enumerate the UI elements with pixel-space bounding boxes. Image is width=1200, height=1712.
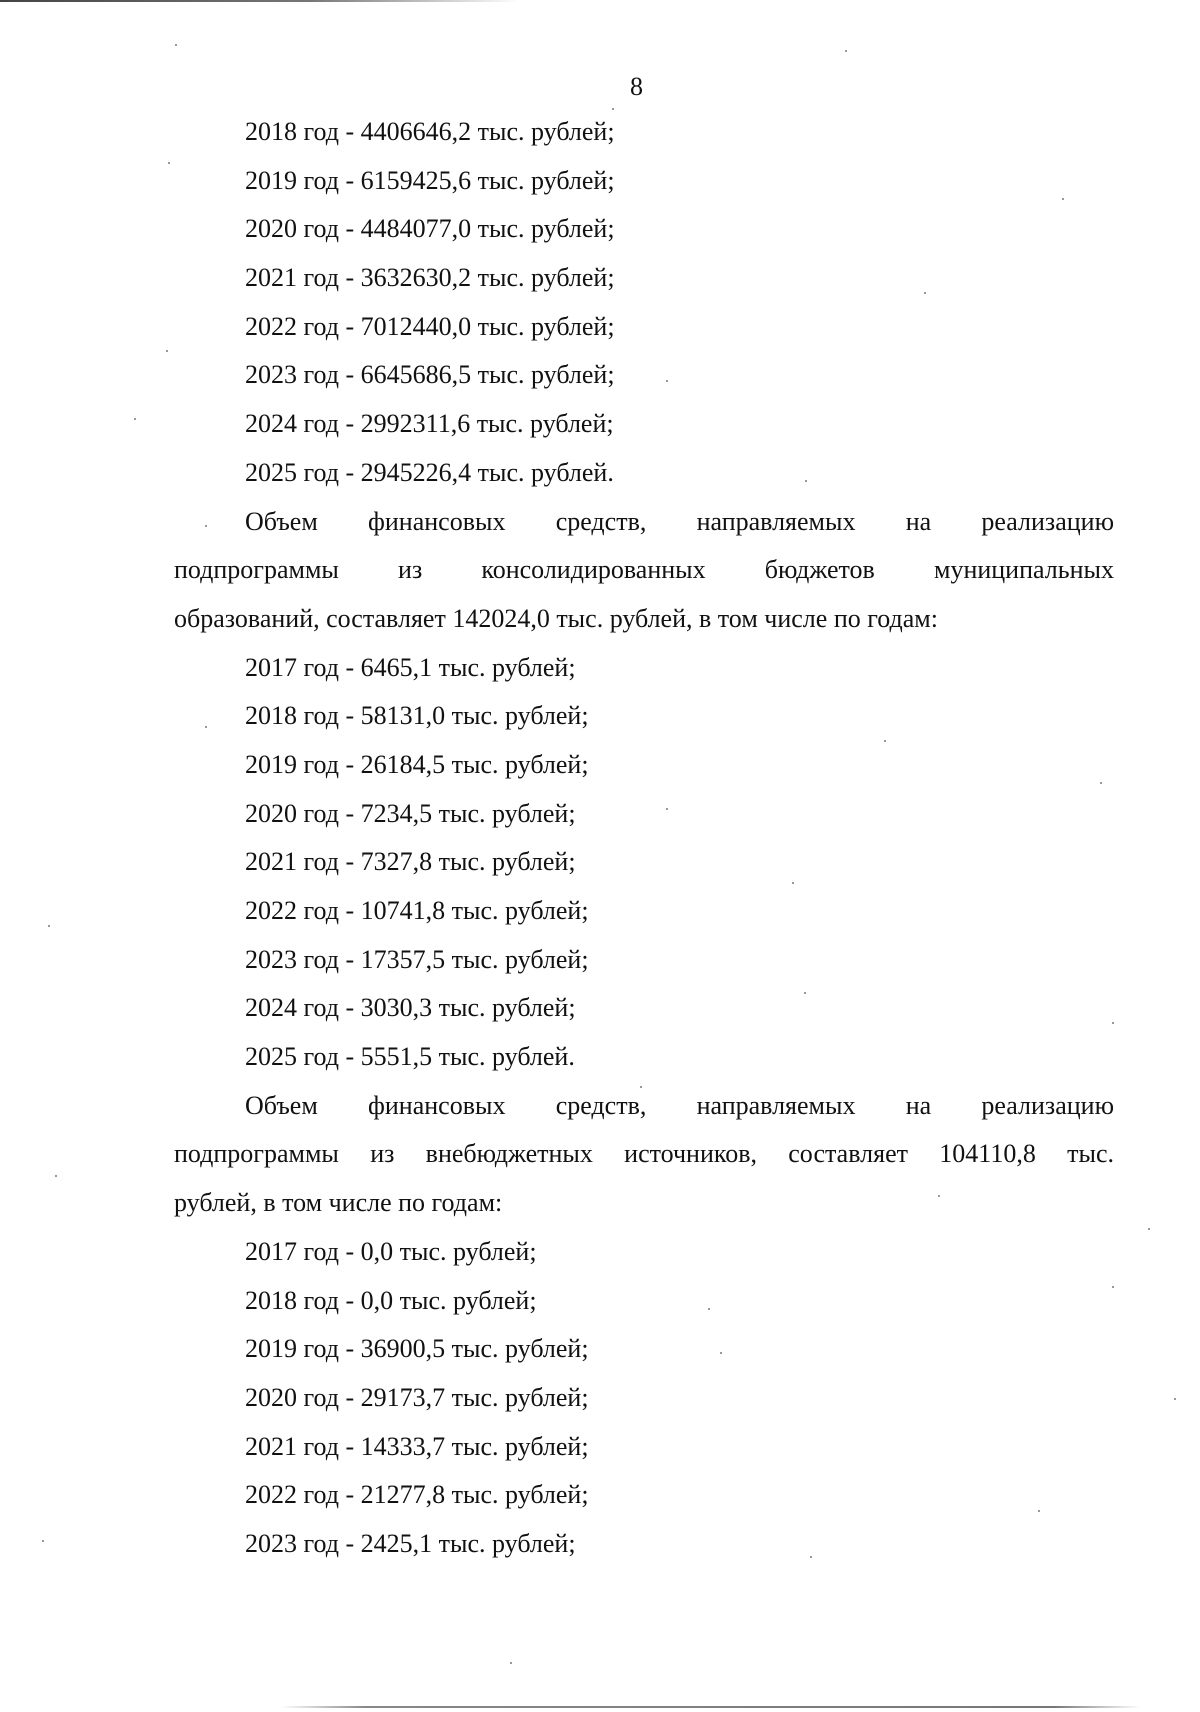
- scan-speck: [924, 292, 926, 294]
- list-item: 2023 год - 2425,1 тыс. рублей;: [245, 1528, 576, 1558]
- scan-speck: [48, 925, 50, 927]
- scan-speck: [804, 992, 806, 994]
- list-item: 2023 год - 17357,5 тыс. рублей;: [245, 944, 589, 974]
- paragraph-line: Объем финансовых средств, направляемых на реализацию: [245, 506, 1114, 536]
- scan-speck: [720, 1352, 722, 1354]
- scan-speck: [938, 1195, 940, 1197]
- scan-speck: [708, 1308, 710, 1310]
- scan-speck: [134, 418, 136, 420]
- list-item: 2023 год - 6645686,5 тыс. рублей;: [245, 360, 615, 390]
- list-item: 2021 год - 7327,8 тыс. рублей;: [245, 847, 576, 877]
- scan-speck: [666, 808, 668, 810]
- scan-speck: [205, 525, 207, 527]
- list-item: 2019 год - 26184,5 тыс. рублей;: [245, 749, 589, 779]
- scan-speck: [55, 1175, 57, 1177]
- scan-speck: [42, 1540, 44, 1542]
- list-item: 2021 год - 3632630,2 тыс. рублей;: [245, 263, 615, 293]
- scan-speck: [1100, 782, 1102, 784]
- paragraph-line: рублей, в том числе по годам:: [174, 1188, 503, 1218]
- list-item: 2019 год - 36900,5 тыс. рублей;: [245, 1334, 589, 1364]
- list-item: 2025 год - 5551,5 тыс. рублей.: [245, 1042, 575, 1072]
- scan-speck: [1174, 1398, 1176, 1400]
- scan-speck: [1112, 1286, 1114, 1288]
- scan-speck: [810, 1556, 812, 1558]
- funding-list-regional: [174, 108, 1114, 498]
- scan-speck: [1112, 1022, 1114, 1024]
- scan-speck: [845, 50, 847, 52]
- scan-edge-bottom: [280, 1706, 1140, 1708]
- list-item: 2020 год - 4484077,0 тыс. рублей;: [245, 214, 615, 244]
- list-item: 2019 год - 6159425,6 тыс. рублей;: [245, 165, 615, 195]
- funding-list-extrabudgetary: [174, 1228, 1114, 1569]
- scan-speck: [640, 1086, 642, 1088]
- list-item: 2025 год - 2945226,4 тыс. рублей.: [245, 457, 614, 487]
- scan-speck: [792, 882, 794, 884]
- paragraph-extrabudgetary-funding: [174, 1082, 1114, 1228]
- list-item: 2022 год - 10741,8 тыс. рублей;: [245, 896, 589, 925]
- scan-speck: [1038, 1510, 1040, 1512]
- scan-speck: [166, 350, 168, 352]
- list-item: 2017 год - 0,0 тыс. рублей;: [245, 1236, 537, 1266]
- scan-speck: [510, 1662, 512, 1664]
- scan-speck: [805, 480, 807, 482]
- list-item: 2017 год - 6465,1 тыс. рублей;: [245, 652, 576, 682]
- scan-speck: [1062, 198, 1064, 200]
- list-item: 2018 год - 0,0 тыс. рублей;: [245, 1285, 537, 1315]
- scan-speck: [666, 380, 668, 382]
- paragraph-line: подпрограммы из консолидированных бюджетов муниципальных: [174, 555, 1114, 585]
- scan-speck: [205, 726, 207, 728]
- paragraph-line: Объем финансовых средств, направляемых на реализацию: [245, 1090, 1114, 1120]
- page-number: 8: [630, 72, 643, 101]
- scan-edge-top: [0, 0, 520, 2]
- paragraph-line: подпрограммы из внебюджетных источников, составляет 104110,8 тыс.: [174, 1139, 1114, 1169]
- funding-list-municipal: [174, 644, 1114, 1082]
- list-item: 2022 год - 21277,8 тыс. рублей;: [245, 1480, 589, 1510]
- scan-speck: [1148, 1228, 1150, 1230]
- list-item: 2020 год - 7234,5 тыс. рублей;: [245, 798, 576, 828]
- list-item: 2018 год - 4406646,2 тыс. рублей;: [245, 117, 615, 146]
- document-body: [174, 108, 1114, 1569]
- list-item: 2020 год - 29173,7 тыс. рублей;: [245, 1382, 589, 1412]
- list-item: 2018 год - 58131,0 тыс. рублей;: [245, 701, 589, 731]
- scan-speck: [884, 740, 886, 742]
- scan-speck: [168, 162, 170, 164]
- list-item: 2024 год - 2992311,6 тыс. рублей;: [245, 409, 614, 439]
- paragraph-municipal-funding: [174, 498, 1114, 644]
- paragraph-line: образований, составляет 142024,0 тыс. рублей, в том числе по годам:: [174, 603, 938, 633]
- scan-speck: [175, 44, 177, 46]
- scan-speck: [612, 108, 614, 110]
- list-item: 2022 год - 7012440,0 тыс. рублей;: [245, 311, 615, 341]
- list-item: 2021 год - 14333,7 тыс. рублей;: [245, 1431, 589, 1461]
- list-item: 2024 год - 3030,3 тыс. рублей;: [245, 993, 576, 1023]
